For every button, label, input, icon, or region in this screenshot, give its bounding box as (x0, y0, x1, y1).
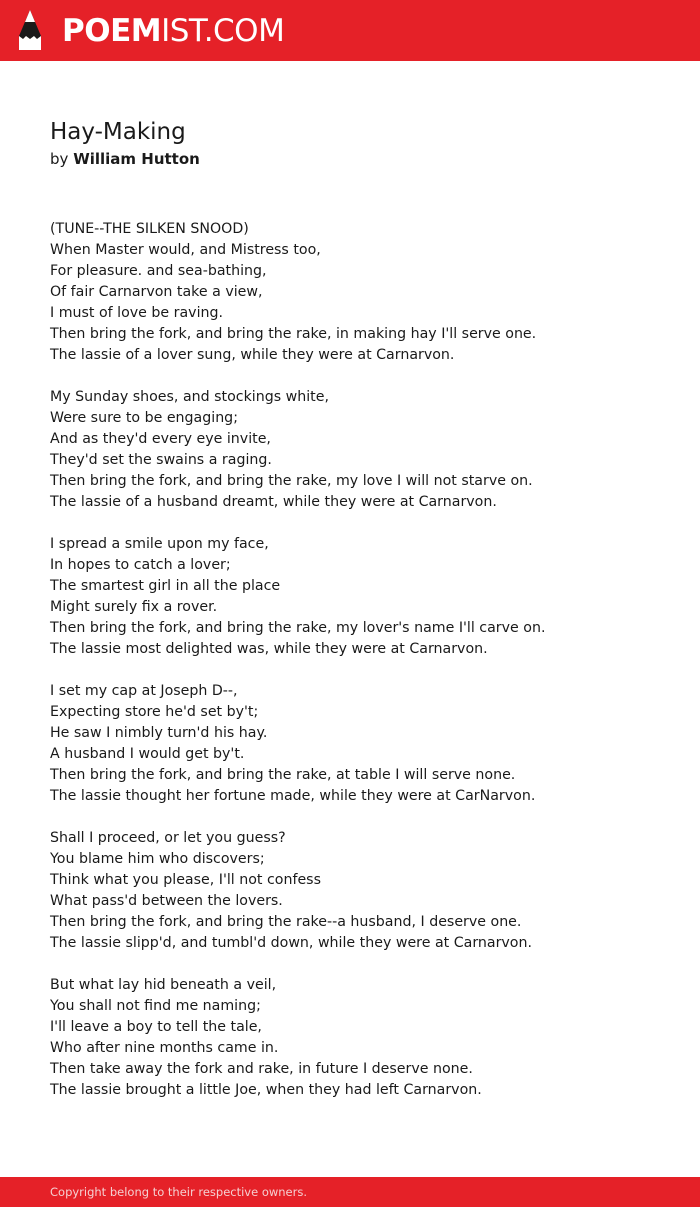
poem-line: But what lay hid beneath a veil, (50, 977, 277, 993)
poem-line: I spread a smile upon my face, (50, 536, 269, 552)
poem-line: I must of love be raving. (50, 305, 224, 321)
copyright-text: Copyright belong to their respective owners. (50, 1185, 308, 1199)
poem-line: The lassie brought a little Joe, when they had left Carnarvon. (50, 1082, 482, 1098)
byline (50, 148, 200, 170)
poem-line: When Master would, and Mistress too, (50, 242, 321, 258)
poem-body (50, 219, 670, 1122)
poem-line: Were sure to be engaging; (50, 410, 238, 426)
stanza (50, 534, 670, 660)
poem-title: Hay-Making (50, 119, 186, 145)
poem-line: He saw I nimbly turn'd his hay. (50, 725, 268, 741)
poem-line: The lassie most delighted was, while they were at Carnarvon. (50, 641, 488, 657)
site-footer (0, 1177, 700, 1207)
poem-line: Then take away the fork and rake, in future I deserve none. (50, 1061, 473, 1077)
poem-line: Who after nine months came in. (50, 1040, 279, 1056)
poem-line: Might surely fix a rover. (50, 599, 218, 615)
author-name[interactable]: William Hutton (73, 150, 200, 168)
pencil-tip-icon[interactable] (18, 9, 42, 51)
poem-line: A husband I would get by't. (50, 746, 245, 762)
poem-line: Think what you please, I'll not confess (50, 872, 321, 888)
poem-line: Then bring the fork, and bring the rake, my love I will not starve on. (50, 473, 533, 489)
poem-line: Then bring the fork, and bring the rake, my lover's name I'll carve on. (50, 620, 546, 636)
logo-bold-text: POEM (62, 13, 162, 49)
poem-line: Then bring the fork, and bring the rake, at table I will serve none. (50, 767, 516, 783)
poem-line: What pass'd between the lovers. (50, 893, 283, 909)
stanza (50, 975, 670, 1101)
poem-line: (TUNE--THE SILKEN SNOOD) (50, 221, 249, 237)
poem-line: The lassie thought her fortune made, while they were at CarNarvon. (50, 788, 536, 804)
by-label: by (50, 150, 69, 168)
poem-line: In hopes to catch a lover; (50, 557, 231, 573)
poem-line: Expecting store he'd set by't; (50, 704, 259, 720)
poem-line: I'll leave a boy to tell the tale, (50, 1019, 262, 1035)
site-header (0, 0, 700, 61)
poem-line: You shall not find me naming; (50, 998, 261, 1014)
poem-line: The smartest girl in all the place (50, 578, 281, 594)
poem-line: You blame him who discovers; (50, 851, 265, 867)
poem-line: And as they'd every eye invite, (50, 431, 271, 447)
poem-line: Of fair Carnarvon take a view, (50, 284, 263, 300)
poem-line: The lassie of a husband dreamt, while they were at Carnarvon. (50, 494, 497, 510)
poem-line: The lassie slipp'd, and tumbl'd down, while they were at Carnarvon. (50, 935, 532, 951)
stanza (50, 681, 670, 807)
poem-line: For pleasure. and sea-bathing, (50, 263, 267, 279)
site-logo[interactable] (62, 11, 284, 51)
stanza (50, 219, 670, 366)
stanza (50, 387, 670, 513)
poem-line: They'd set the swains a raging. (50, 452, 272, 468)
poem-line: My Sunday shoes, and stockings white, (50, 389, 329, 405)
poem-line: Then bring the fork, and bring the rake, in making hay I'll serve one. (50, 326, 537, 342)
poem-line: Shall I proceed, or let you guess? (50, 830, 286, 846)
poem-line: The lassie of a lover sung, while they were at Carnarvon. (50, 347, 455, 363)
poem-line: Then bring the fork, and bring the rake--a husband, I deserve one. (50, 914, 522, 930)
poem-line: I set my cap at Joseph D--, (50, 683, 238, 699)
logo-light-text: IST.COM (161, 13, 285, 49)
stanza (50, 828, 670, 954)
